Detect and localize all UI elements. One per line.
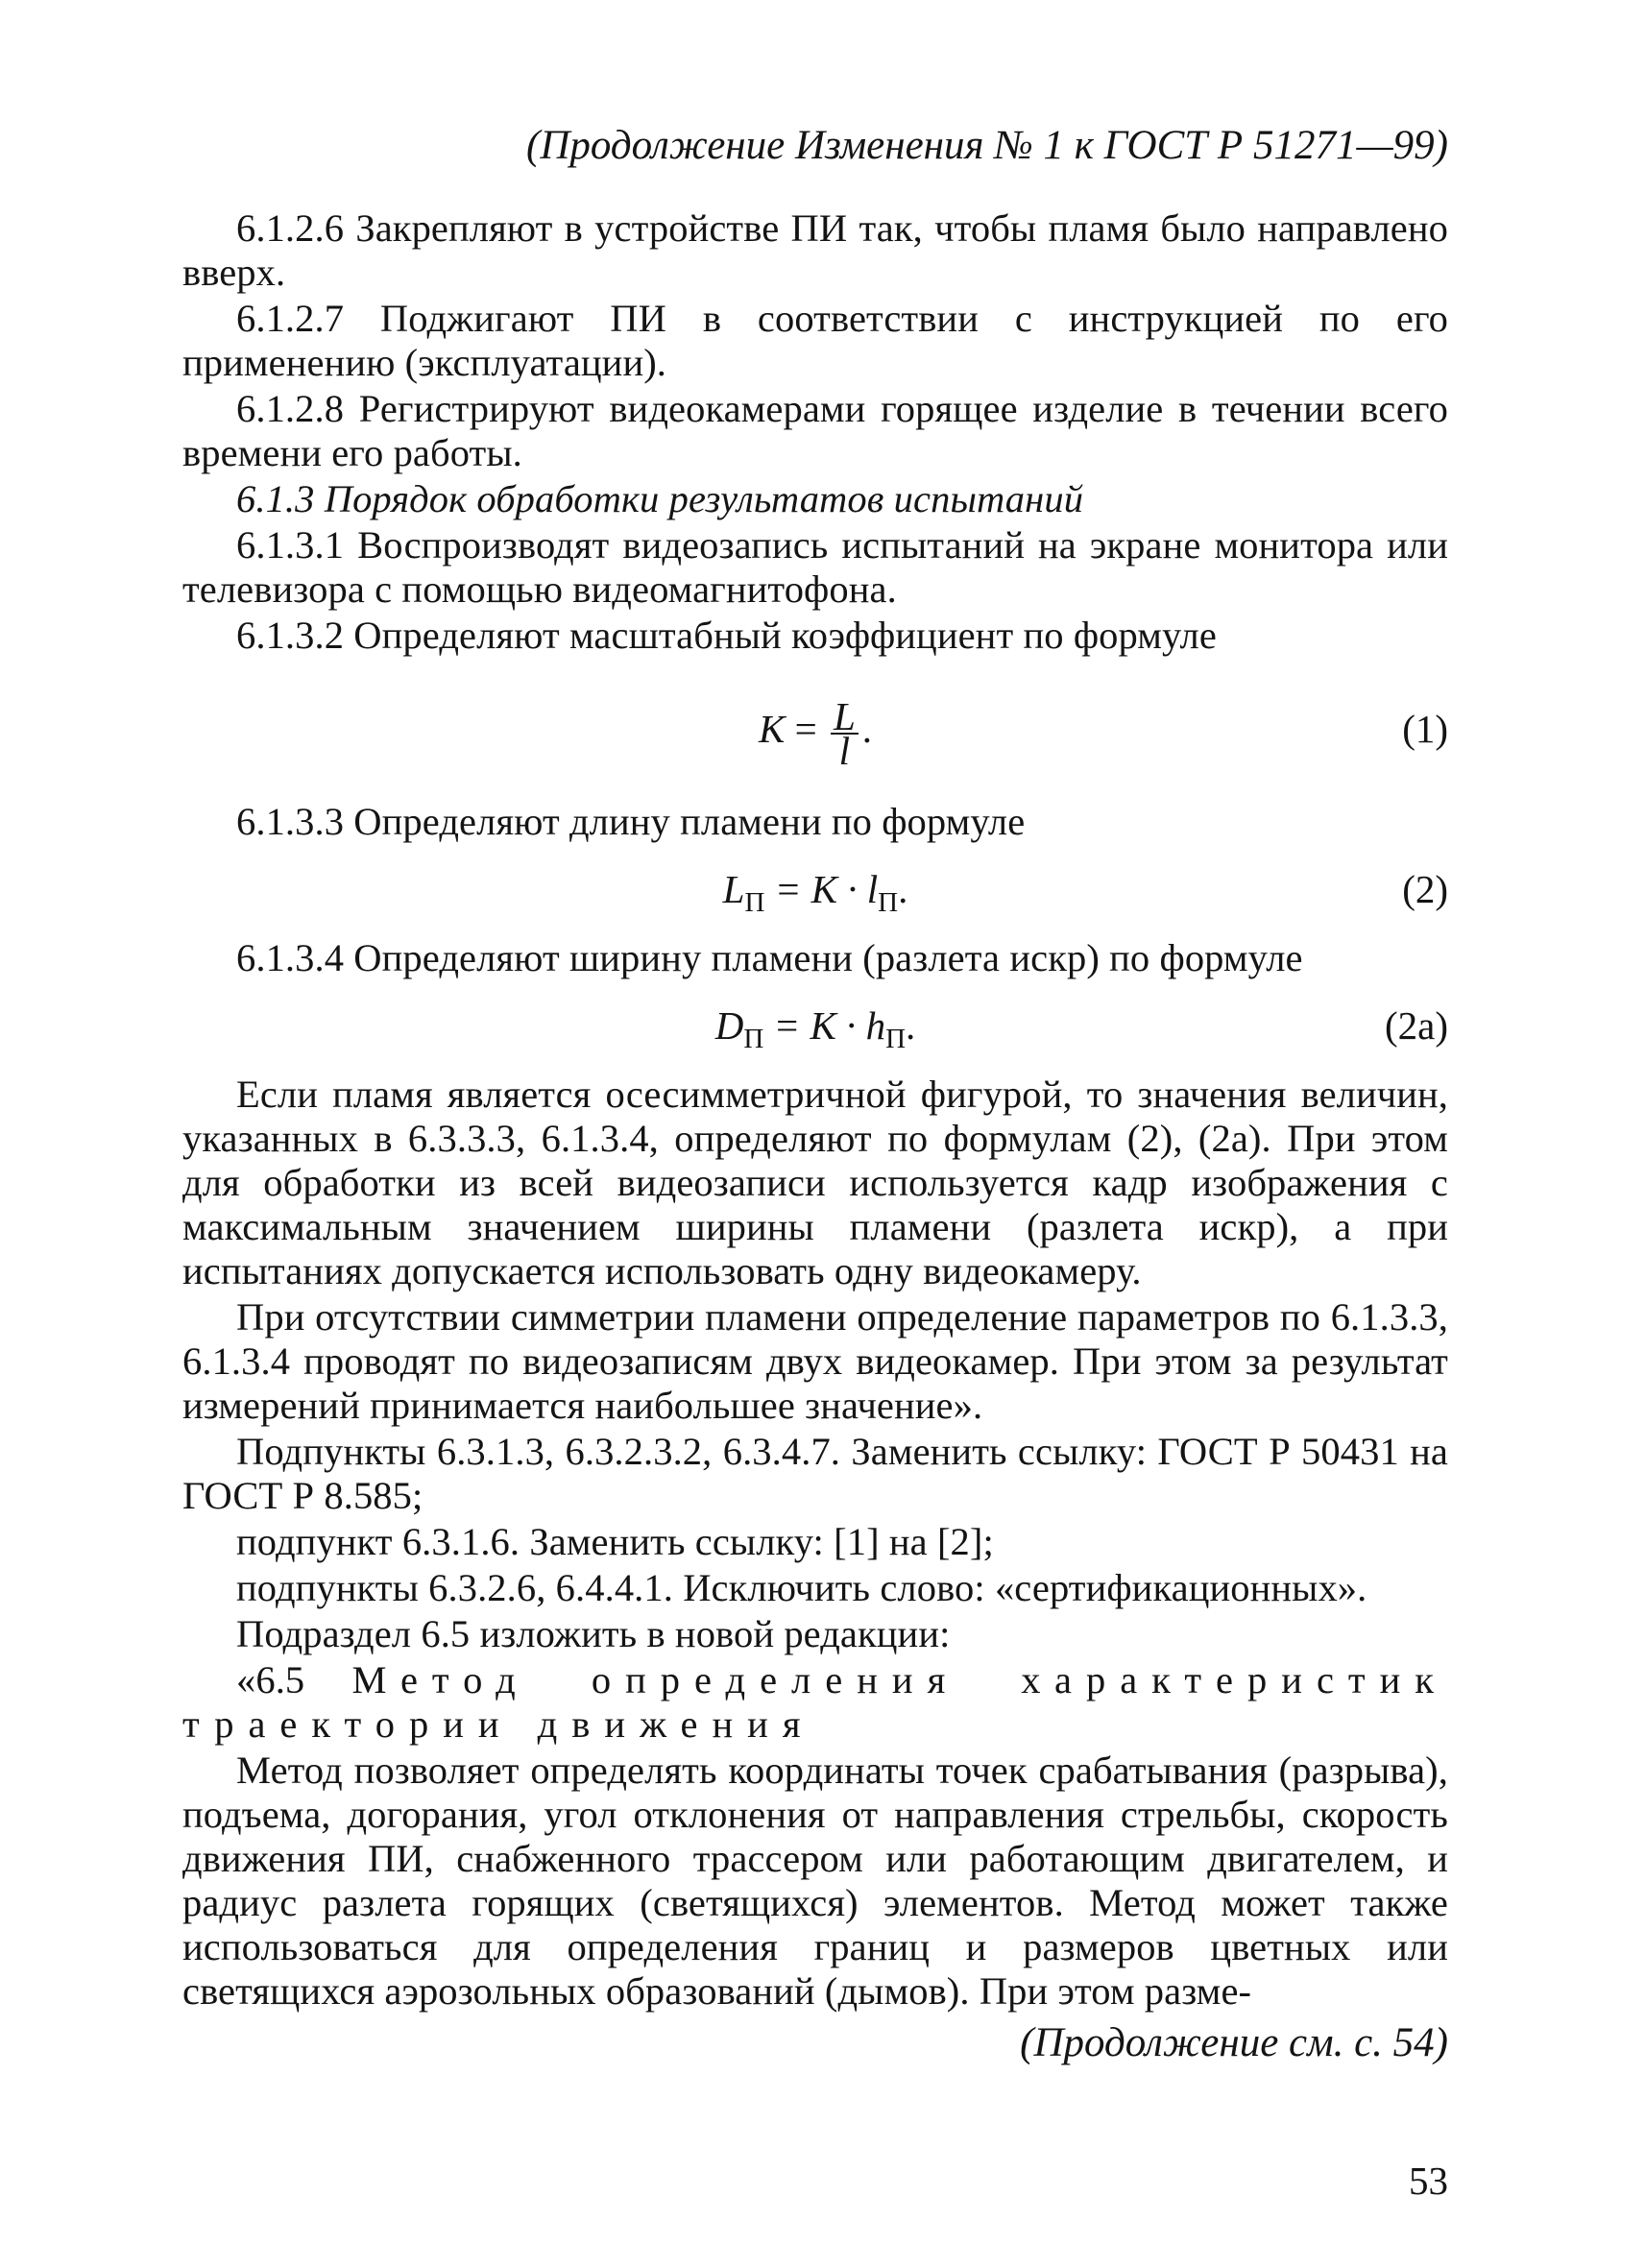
paragraph-6-1-3-2: 6.1.3.2 Определяют масштабный коэффициент по формуле (236, 614, 1217, 657)
formula-2-rhs: l (866, 867, 879, 911)
paragraph-subclauses-replace: Подпункты 6.3.1.3, 6.3.2.3.2, 6.3.4.7. Заменить ссылку: ГОСТ Р 50431 на ГОСТ Р 8.585; (182, 1430, 1448, 1517)
formula-2 (182, 856, 1448, 923)
paragraph-subclause-6-3-1-6: подпункт 6.3.1.6. Заменить ссылку: [1] на [2]; (236, 1520, 994, 1563)
formula-2-lhs-subscript: П (744, 887, 765, 918)
formula-1 (182, 679, 1448, 779)
page-number: 53 (1409, 2159, 1448, 2203)
formula-2a-number: (2а) (1384, 1003, 1448, 1048)
formula-2a-lhs-subscript: П (743, 1024, 764, 1054)
paragraph-asymmetric: При отсутствии симметрии пламени определение параметров по 6.1.3.3, 6.1.3.4 проводят по видеозаписям двух видеокамер. При этом за результат измерений принимается наибольшее значение». (182, 1295, 1448, 1427)
subsection-heading-6-1-3: 6.1.3 Порядок обработки результатов испытаний (236, 477, 1084, 520)
formula-2a-lhs: D (714, 1003, 744, 1048)
running-header: (Продолжение Изменения № 1 к ГОСТ Р 51271—99) (526, 123, 1448, 168)
formula-2-lhs: L (722, 867, 745, 911)
formula-1-denominator: l (838, 728, 851, 773)
paragraph-6-1-3-4: 6.1.3.4 Определяют ширину пламени (разлета искр) по формуле (236, 936, 1303, 979)
formula-2a-rhs: h (865, 1003, 886, 1048)
formula-2a-operator: = K · (773, 1003, 857, 1048)
formula-1-expression (182, 679, 1448, 779)
body-text (182, 206, 1448, 2014)
formula-2-expression (182, 856, 1448, 936)
formula-1-period: . (861, 707, 873, 751)
paragraph-6-1-3-3: 6.1.3.3 Определяют длину пламени по формуле (236, 800, 1026, 843)
paragraph-axisymmetric: Если пламя является осесимметричной фигурой, то значения величин, указанных в 6.3.3.3, 6.1.3.4, определяют по формулам (2), (2а). При этом для обработки из всей видеозаписи используется кадр изображения с максимальным значением ширины пламени (разлета искр), а при испытаниях допускается использовать одну видеокамеру. (182, 1073, 1448, 1292)
paragraph-6-1-3-1: 6.1.3.1 Воспроизводят видеозапись испытаний на экране монитора или телевизора с помощью видеомагнитофона. (182, 523, 1448, 611)
formula-1-equals: = (794, 707, 817, 751)
paragraph-6-1-2-8: 6.1.2.8 Регистрируют видеокамерами горящее изделие в течении всего времени его работы. (182, 387, 1448, 474)
paragraph-subclauses-exclude: подпункты 6.3.2.6, 6.4.4.1. Исключить слово: «сертификационных». (236, 1566, 1367, 1609)
formula-1-number: (1) (1402, 707, 1448, 751)
formula-1-numerator: L (831, 700, 859, 735)
formula-1-lhs: K (758, 707, 786, 751)
formula-2-rhs-subscript: П (878, 887, 899, 918)
section-heading-6-5 (182, 1658, 1448, 1747)
formula-2a-expression (182, 992, 1448, 1073)
continuation-note: (Продолжение см. с. 54) (1020, 2020, 1448, 2065)
paragraph-subsection-6-5: Подраздел 6.5 изложить в новой редакции: (236, 1612, 951, 1655)
paragraph-method-description: Метод позволяет определять координаты точек срабатывания (разрыва), подъема, догорания, угол отклонения от направления стрельбы, скорость движения ПИ, снабженного трассером или работающим двигателем, и радиус разлета горящих (светящихся) элементов. Метод может также использоваться для определения границ и размеров цветных или светящихся аэрозольных образований (дымов). При этом разме- (182, 1749, 1448, 2013)
formula-2a (182, 992, 1448, 1059)
formula-2-operator: = K · (774, 867, 858, 911)
paragraph-6-1-2-7: 6.1.2.7 Поджигают ПИ в соответствии с инструкцией по его применению (эксплуатации). (182, 297, 1448, 384)
formula-2a-rhs-subscript: П (885, 1024, 907, 1054)
formula-1-fraction (831, 693, 859, 773)
formula-2a-period: . (906, 1003, 916, 1048)
formula-2-number: (2) (1402, 867, 1448, 911)
section-heading-number: «6.5 (236, 1658, 305, 1701)
formula-2-period: . (898, 867, 908, 911)
paragraph-6-1-2-6: 6.1.2.6 Закрепляют в устройстве ПИ так, чтобы пламя было направлено вверх. (182, 206, 1448, 294)
section-heading-title: Метод определения характеристик траектории движения (182, 1658, 1448, 1746)
